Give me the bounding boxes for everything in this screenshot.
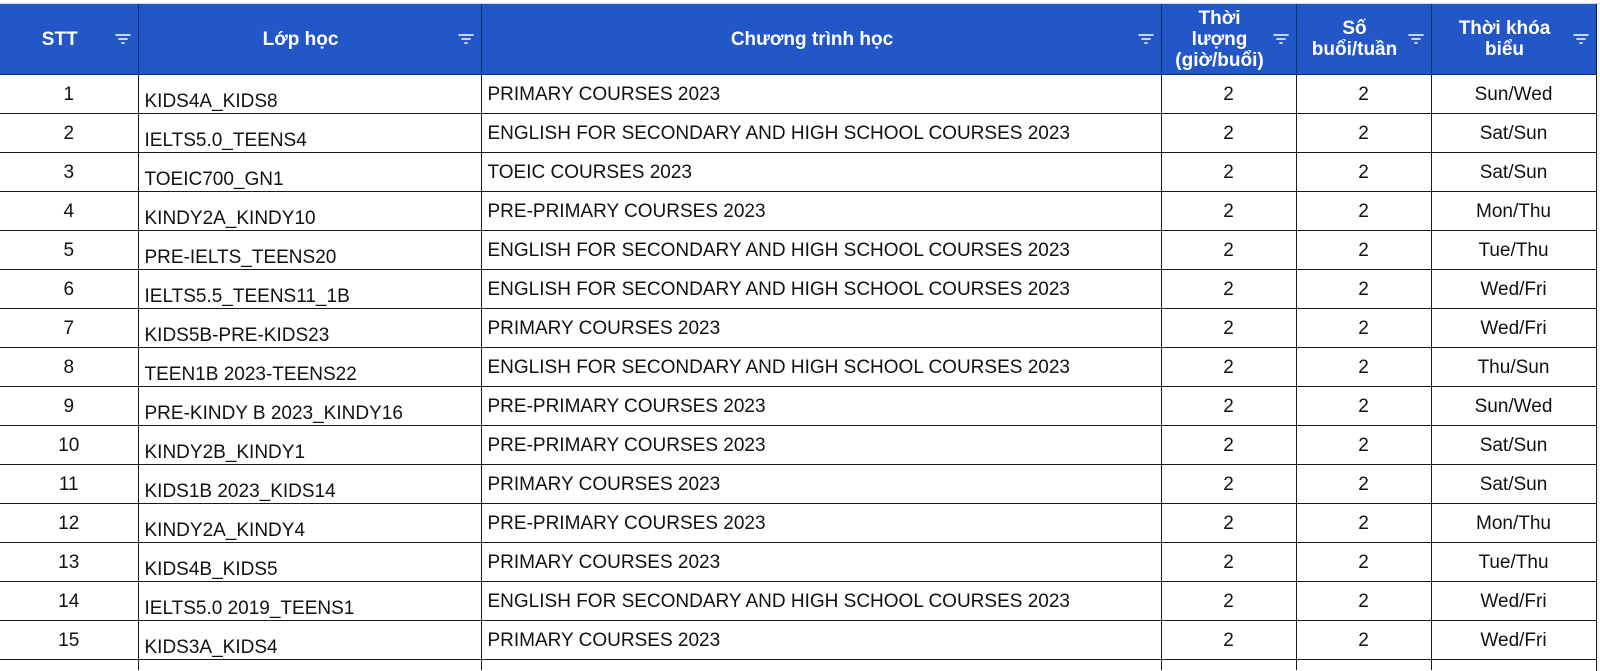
cell-stt-text: 7 [63, 318, 75, 339]
cell-class[interactable] [138, 309, 481, 348]
empty-cell[interactable] [481, 660, 1161, 671]
cell-program-text: ENGLISH FOR SECONDARY AND HIGH SCHOOL COURSES 2023 [487, 123, 1070, 144]
cell-stt-text: 13 [58, 552, 80, 573]
cell-schedule-text: Sun/Wed [1474, 84, 1553, 105]
cell-schedule[interactable] [1431, 153, 1596, 192]
cell-sessions[interactable] [1296, 582, 1431, 621]
cell-sessions[interactable] [1296, 465, 1431, 504]
header-program-label: Chương trình học [730, 28, 894, 50]
cell-class[interactable] [138, 270, 481, 309]
cell-class[interactable] [138, 348, 481, 387]
cell-sessions-text: 2 [1358, 240, 1369, 261]
cell-program-text: PRIMARY COURSES 2023 [487, 552, 721, 573]
table-row [0, 192, 1596, 231]
header-sessions[interactable] [1296, 4, 1431, 75]
cell-program[interactable] [481, 270, 1161, 309]
cell-program-text: PRIMARY COURSES 2023 [487, 318, 721, 339]
table-row [0, 231, 1596, 270]
cell-duration[interactable] [1161, 231, 1296, 270]
cell-duration[interactable] [1161, 387, 1296, 426]
cell-program[interactable] [481, 309, 1161, 348]
cell-schedule-text: Wed/Fri [1480, 591, 1547, 612]
cell-stt-text: 5 [63, 240, 75, 261]
table-row [0, 465, 1596, 504]
cell-schedule[interactable] [1431, 231, 1596, 270]
cell-class-text: IELTS5.5_TEENS11_1B [144, 286, 350, 307]
cell-sessions-text: 2 [1358, 318, 1369, 339]
cell-stt-text: 9 [63, 396, 75, 417]
cell-class[interactable] [138, 192, 481, 231]
cell-duration-text: 2 [1223, 123, 1234, 144]
cell-schedule[interactable] [1431, 465, 1596, 504]
empty-cell[interactable] [1161, 660, 1296, 671]
cell-duration-text: 2 [1223, 513, 1234, 534]
cell-sessions-text: 2 [1358, 513, 1369, 534]
cell-stt[interactable] [0, 192, 138, 231]
cell-sessions-text: 2 [1358, 279, 1369, 300]
filter-icon[interactable] [1272, 32, 1290, 46]
table-row [0, 582, 1596, 621]
filter-icon[interactable] [1572, 32, 1590, 46]
cell-stt[interactable] [0, 153, 138, 192]
cell-duration[interactable] [1161, 504, 1296, 543]
header-schedule[interactable] [1431, 4, 1596, 75]
cell-stt-text: 14 [58, 591, 80, 612]
header-sessions-line2: buổi/tuần [1311, 39, 1398, 60]
cell-sessions-text: 2 [1358, 630, 1369, 651]
cell-sessions-text: 2 [1358, 474, 1369, 495]
cell-sessions[interactable] [1296, 153, 1431, 192]
cell-schedule[interactable] [1431, 192, 1596, 231]
table-row [0, 309, 1596, 348]
cell-schedule[interactable] [1431, 309, 1596, 348]
cell-sessions-text: 2 [1358, 201, 1369, 222]
table-row [0, 504, 1596, 543]
filter-icon[interactable] [1137, 32, 1155, 46]
cell-class-text: PRE-KINDY B 2023_KINDY16 [144, 403, 403, 424]
cell-sessions-text: 2 [1358, 84, 1369, 105]
cell-schedule[interactable] [1431, 621, 1596, 660]
cell-stt[interactable] [0, 114, 138, 153]
cell-sessions-text: 2 [1358, 396, 1369, 417]
cell-program[interactable] [481, 387, 1161, 426]
cell-stt-text: 1 [63, 84, 75, 105]
cell-program-text: ENGLISH FOR SECONDARY AND HIGH SCHOOL COURSES 2023 [487, 591, 1070, 612]
header-duration-line3: (giờ/buổi) [1175, 49, 1264, 71]
cell-class-text: TEEN1B 2023-TEENS22 [144, 364, 357, 385]
cell-schedule-text: Sat/Sun [1479, 474, 1548, 495]
cell-program-text: PRE-PRIMARY COURSES 2023 [487, 201, 766, 222]
cell-schedule-text: Mon/Thu [1476, 201, 1551, 222]
cell-sessions[interactable] [1296, 309, 1431, 348]
header-sessions-line1: Số [1342, 18, 1367, 39]
cell-stt-text: 10 [58, 435, 80, 456]
cell-program[interactable] [481, 231, 1161, 270]
table-row [0, 543, 1596, 582]
table-row [0, 114, 1596, 153]
cell-stt-text: 6 [63, 279, 75, 300]
cell-program-text: PRE-PRIMARY COURSES 2023 [487, 396, 766, 417]
cell-program[interactable] [481, 504, 1161, 543]
cell-class[interactable] [138, 231, 481, 270]
cell-class[interactable] [138, 465, 481, 504]
cell-duration[interactable] [1161, 582, 1296, 621]
cell-schedule[interactable] [1431, 348, 1596, 387]
cell-schedule-text: Sun/Wed [1474, 396, 1553, 417]
cell-class-text: KINDY2A_KINDY10 [144, 208, 316, 229]
cell-schedule[interactable] [1431, 270, 1596, 309]
cell-class-text: KIDS4A_KIDS8 [144, 91, 278, 112]
cell-class[interactable] [138, 426, 481, 465]
cell-class[interactable] [138, 114, 481, 153]
cell-duration-text: 2 [1223, 435, 1234, 456]
cell-duration-text: 2 [1223, 318, 1234, 339]
cell-sessions-text: 2 [1358, 357, 1369, 378]
cell-stt-text: 3 [63, 162, 75, 183]
filter-icon[interactable] [1407, 32, 1425, 46]
cell-program-text: PRE-PRIMARY COURSES 2023 [487, 513, 766, 534]
cell-schedule-text: Sat/Sun [1479, 435, 1548, 456]
spreadsheet [0, 3, 1600, 671]
cell-stt[interactable] [0, 465, 138, 504]
cell-schedule[interactable] [1431, 75, 1596, 114]
table-row [0, 348, 1596, 387]
cell-program[interactable] [481, 75, 1161, 114]
cell-duration[interactable] [1161, 153, 1296, 192]
cell-schedule[interactable] [1431, 426, 1596, 465]
cell-duration-text: 2 [1223, 162, 1234, 183]
cell-class-text: IELTS5.0 2019_TEENS1 [144, 598, 355, 619]
cell-class-text: PRE-IELTS_TEENS20 [144, 247, 337, 268]
cell-sessions[interactable] [1296, 621, 1431, 660]
header-class[interactable] [138, 4, 481, 75]
cell-stt[interactable] [0, 582, 138, 621]
cell-duration[interactable] [1161, 192, 1296, 231]
table-row [0, 75, 1596, 114]
cell-stt-text: 8 [63, 357, 75, 378]
filter-icon[interactable] [114, 32, 132, 46]
cell-sessions-text: 2 [1358, 123, 1369, 144]
header-class-label: Lớp học [262, 28, 339, 50]
header-duration-line2: lượng [1191, 28, 1248, 50]
cell-program-text: PRIMARY COURSES 2023 [487, 84, 721, 105]
header-schedule-line1: Thời khóa [1458, 18, 1551, 39]
header-duration[interactable] [1161, 4, 1296, 75]
cell-program-text: TOEIC COURSES 2023 [487, 162, 693, 183]
header-stt[interactable] [0, 4, 138, 75]
cell-program-text: PRIMARY COURSES 2023 [487, 474, 721, 495]
cell-schedule-text: Mon/Thu [1476, 513, 1551, 534]
cell-duration-text: 2 [1223, 630, 1234, 651]
cell-duration-text: 2 [1223, 474, 1234, 495]
cell-program-text: ENGLISH FOR SECONDARY AND HIGH SCHOOL COURSES 2023 [487, 357, 1070, 378]
header-program[interactable] [481, 4, 1161, 75]
cell-stt[interactable] [0, 543, 138, 582]
cell-class[interactable] [138, 504, 481, 543]
cell-duration[interactable] [1161, 75, 1296, 114]
cell-schedule-text: Wed/Fri [1480, 279, 1547, 300]
cell-program[interactable] [481, 465, 1161, 504]
cell-schedule[interactable] [1431, 543, 1596, 582]
cell-sessions[interactable] [1296, 543, 1431, 582]
table-row-partial [0, 660, 1596, 671]
cell-sessions-text: 2 [1358, 435, 1369, 456]
cell-program-text: PRIMARY COURSES 2023 [487, 630, 721, 651]
cell-duration-text: 2 [1223, 279, 1234, 300]
cell-duration-text: 2 [1223, 201, 1234, 222]
cell-program[interactable] [481, 114, 1161, 153]
cell-sessions[interactable] [1296, 270, 1431, 309]
cell-class[interactable] [138, 387, 481, 426]
cell-class[interactable] [138, 543, 481, 582]
cell-class[interactable] [138, 75, 481, 114]
table-body [0, 75, 1596, 671]
cell-stt-text: 11 [58, 474, 79, 495]
table-row [0, 387, 1596, 426]
cell-program[interactable] [481, 582, 1161, 621]
cell-stt-text: 12 [58, 513, 80, 534]
cell-duration[interactable] [1161, 543, 1296, 582]
cell-duration[interactable] [1161, 348, 1296, 387]
cell-duration[interactable] [1161, 426, 1296, 465]
cell-class[interactable] [138, 582, 481, 621]
cell-duration-text: 2 [1223, 357, 1234, 378]
header-row [0, 4, 1596, 75]
cell-stt[interactable] [0, 231, 138, 270]
cell-duration[interactable] [1161, 270, 1296, 309]
cell-schedule[interactable] [1431, 387, 1596, 426]
class-schedule-table [0, 4, 1597, 670]
cell-program[interactable] [481, 543, 1161, 582]
cell-schedule[interactable] [1431, 114, 1596, 153]
cell-stt-text: 15 [58, 630, 80, 651]
cell-stt[interactable] [0, 270, 138, 309]
cell-schedule-text: Tue/Thu [1478, 240, 1549, 261]
cell-duration-text: 2 [1223, 84, 1234, 105]
cell-schedule-text: Sat/Sun [1479, 123, 1548, 144]
cell-program-text: ENGLISH FOR SECONDARY AND HIGH SCHOOL COURSES 2023 [487, 240, 1070, 261]
cell-duration[interactable] [1161, 309, 1296, 348]
empty-cell[interactable] [1296, 660, 1431, 671]
empty-cell[interactable] [138, 660, 481, 671]
cell-class-text: TOEIC700_GN1 [144, 169, 284, 190]
empty-cell[interactable] [0, 660, 138, 671]
cell-schedule[interactable] [1431, 582, 1596, 621]
cell-stt[interactable] [0, 348, 138, 387]
cell-stt[interactable] [0, 309, 138, 348]
cell-schedule-text: Thu/Sun [1477, 357, 1550, 378]
cell-sessions[interactable] [1296, 387, 1431, 426]
table-row [0, 621, 1596, 660]
cell-schedule-text: Wed/Fri [1480, 318, 1547, 339]
cell-class-text: KINDY2B_KINDY1 [144, 442, 306, 463]
cell-duration-text: 2 [1223, 591, 1234, 612]
cell-class-text: KIDS1B 2023_KIDS14 [144, 481, 336, 502]
table-row [0, 153, 1596, 192]
cell-sessions[interactable] [1296, 231, 1431, 270]
cell-schedule-text: Tue/Thu [1478, 552, 1549, 573]
cell-class-text: KINDY2A_KINDY4 [144, 520, 306, 541]
cell-sessions[interactable] [1296, 75, 1431, 114]
cell-duration[interactable] [1161, 114, 1296, 153]
cell-program[interactable] [481, 153, 1161, 192]
cell-sessions-text: 2 [1358, 552, 1369, 573]
cell-sessions[interactable] [1296, 114, 1431, 153]
cell-sessions[interactable] [1296, 504, 1431, 543]
cell-class-text: KIDS4B_KIDS5 [144, 559, 278, 580]
cell-stt[interactable] [0, 504, 138, 543]
cell-class[interactable] [138, 621, 481, 660]
cell-stt[interactable] [0, 621, 138, 660]
sheet-edge [1596, 4, 1600, 671]
cell-class-text: IELTS5.0_TEENS4 [144, 130, 307, 151]
cell-class-text: KIDS5B-PRE-KIDS23 [144, 325, 330, 346]
cell-program[interactable] [481, 348, 1161, 387]
cell-sessions-text: 2 [1358, 162, 1369, 183]
filter-icon[interactable] [457, 32, 475, 46]
cell-duration[interactable] [1161, 621, 1296, 660]
cell-stt-text: 4 [63, 201, 75, 222]
cell-sessions-text: 2 [1358, 591, 1369, 612]
cell-stt[interactable] [0, 75, 138, 114]
cell-class-text: KIDS3A_KIDS4 [144, 637, 278, 658]
cell-program[interactable] [481, 426, 1161, 465]
cell-stt[interactable] [0, 387, 138, 426]
table-row [0, 270, 1596, 309]
cell-program[interactable] [481, 621, 1161, 660]
cell-sessions[interactable] [1296, 348, 1431, 387]
header-schedule-line2: biểu [1484, 39, 1525, 60]
cell-sessions[interactable] [1296, 426, 1431, 465]
cell-schedule-text: Wed/Fri [1480, 630, 1547, 651]
cell-stt[interactable] [0, 426, 138, 465]
cell-duration-text: 2 [1223, 552, 1234, 573]
header-duration-line1: Thời [1198, 7, 1241, 29]
table-row [0, 426, 1596, 465]
cell-program-text: ENGLISH FOR SECONDARY AND HIGH SCHOOL COURSES 2023 [487, 279, 1070, 300]
cell-program[interactable] [481, 192, 1161, 231]
header-stt-label: STT [41, 28, 78, 50]
cell-stt-text: 2 [63, 123, 75, 144]
cell-schedule[interactable] [1431, 504, 1596, 543]
cell-program-text: PRE-PRIMARY COURSES 2023 [487, 435, 766, 456]
cell-duration-text: 2 [1223, 396, 1234, 417]
cell-duration-text: 2 [1223, 240, 1234, 261]
cell-sessions[interactable] [1296, 192, 1431, 231]
cell-class[interactable] [138, 153, 481, 192]
cell-duration[interactable] [1161, 465, 1296, 504]
cell-schedule-text: Sat/Sun [1479, 162, 1548, 183]
empty-cell[interactable] [1431, 660, 1596, 671]
